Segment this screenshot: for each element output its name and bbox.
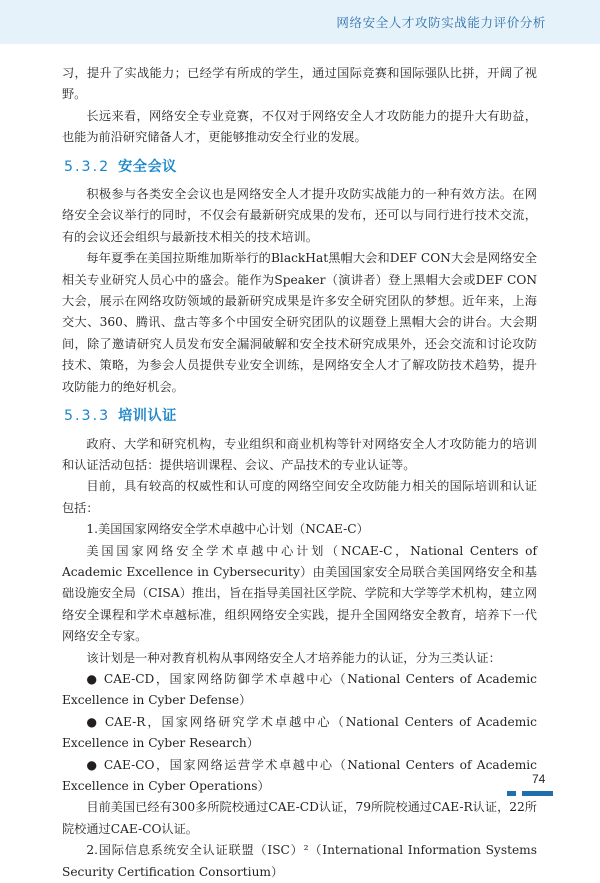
section-number: 5.3.3 [64, 408, 111, 425]
paragraph: 1.美国国家网络安全学术卓越中心计划（NCAE-C） [86, 522, 369, 537]
paragraph: 政府、大学和研究机构，专业组织和商业机构等针对网络安全人才攻防能力的培训和认证活动包括：提供培训课程、会议、产品技术的专业认证等。 [62, 436, 537, 472]
bullet-item: ● CAE-R，国家网络研究学术卓越中心（National Centers of Academic Excellence in Cyber Research） [62, 714, 537, 751]
paragraph: 长远来看，网络安全专业竞赛，不仅对于网络安全人才攻防能力的提升大有助益，也能为前沿研究储备人才，更能够推动安全行业的发展。 [62, 108, 537, 145]
section-title: 安全会议 [118, 158, 177, 175]
section-heading-5-3-3 [64, 406, 537, 427]
page-number: 74 [532, 772, 546, 786]
paragraph: 习，提升了实战能力；已经学有所成的学生，通过国际竞赛和国际强队比拼，开阔了视野。 [62, 66, 537, 102]
paragraph: 2.国际信息系统安全认证联盟（ISC）²（International Information Systems Security Certification Consortium） [62, 843, 537, 879]
paragraph: 美国国家网络安全学术卓越中心计划（NCAE-C，National Centers of Academic Excellence in Cybersecurity）由美国国家安全局联合美国网络安全和基础设施安全局（CISA）推出，旨在指导美国社区学院、学院和大学等学术机构，建立网络安全课程和学术卓越标准，组织网络安全实践，提升全国网络安全教育，培养下一代网络安全专家。 [62, 543, 537, 644]
running-header-title: 网络安全人才攻防实战能力评价分析 [336, 15, 546, 30]
section-title: 培训认证 [118, 408, 177, 425]
paragraph: 积极参与各类安全会议也是网络安全人才提升攻防实战能力的一种有效方法。在网络安全会议举行的同时，不仅会有最新研究成果的发布，还可以与同行进行技术交流，有的会议还会组织与最新技术相关的技术培训。 [62, 187, 537, 244]
bullet-item: ● CAE-CD，国家网络防御学术卓越中心（National Centers of Academic Excellence in Cyber Defense） [62, 671, 537, 708]
paragraph: 目前美国已经有300多所院校通过CAE-CD认证，79所院校通过CAE-R认证，22所院校通过CAE-CO认证。 [62, 800, 537, 836]
bullet-item: ● CAE-CO，国家网络运营学术卓越中心（National Centers of Academic Excellence in Cyber Operations） [62, 757, 537, 793]
section-number: 5.3.2 [64, 158, 111, 175]
paragraph: 目前，具有较高的权威性和认可度的网络空间安全攻防能力相关的国际培训和认证包括： [62, 479, 537, 515]
page-body [62, 63, 537, 883]
paragraph: 每年夏季在美国拉斯维加斯举行的BlackHat黑帽大会和DEF CON大会是网络安全相关专业研究人员心中的盛会。能作为Speaker（演讲者）登上黑帽大会或DEF CON大会，展示在网络攻防领域的最新研究成果是许多安全研究团队的梦想。近年来，上海交大、360、腾讯、盘古等多个中国安全研究团队的议题登上黑帽大会的讲台。大会期间，除了邀请研究人员发布安全漏洞破解和安全技术研究成果外，还会交流和讨论攻防技术、策略，为参会人员提供专业安全训练，是网络安全人才了解攻防技术趋势，提升攻防能力的绝好机会。 [62, 251, 537, 394]
footer-accent-bar-short [507, 791, 516, 796]
footer-accent-bar [522, 791, 553, 796]
section-heading-5-3-2 [64, 157, 537, 178]
paragraph: 该计划是一种对教育机构从事网络安全人才培养能力的认证，分为三类认证： [86, 650, 501, 665]
